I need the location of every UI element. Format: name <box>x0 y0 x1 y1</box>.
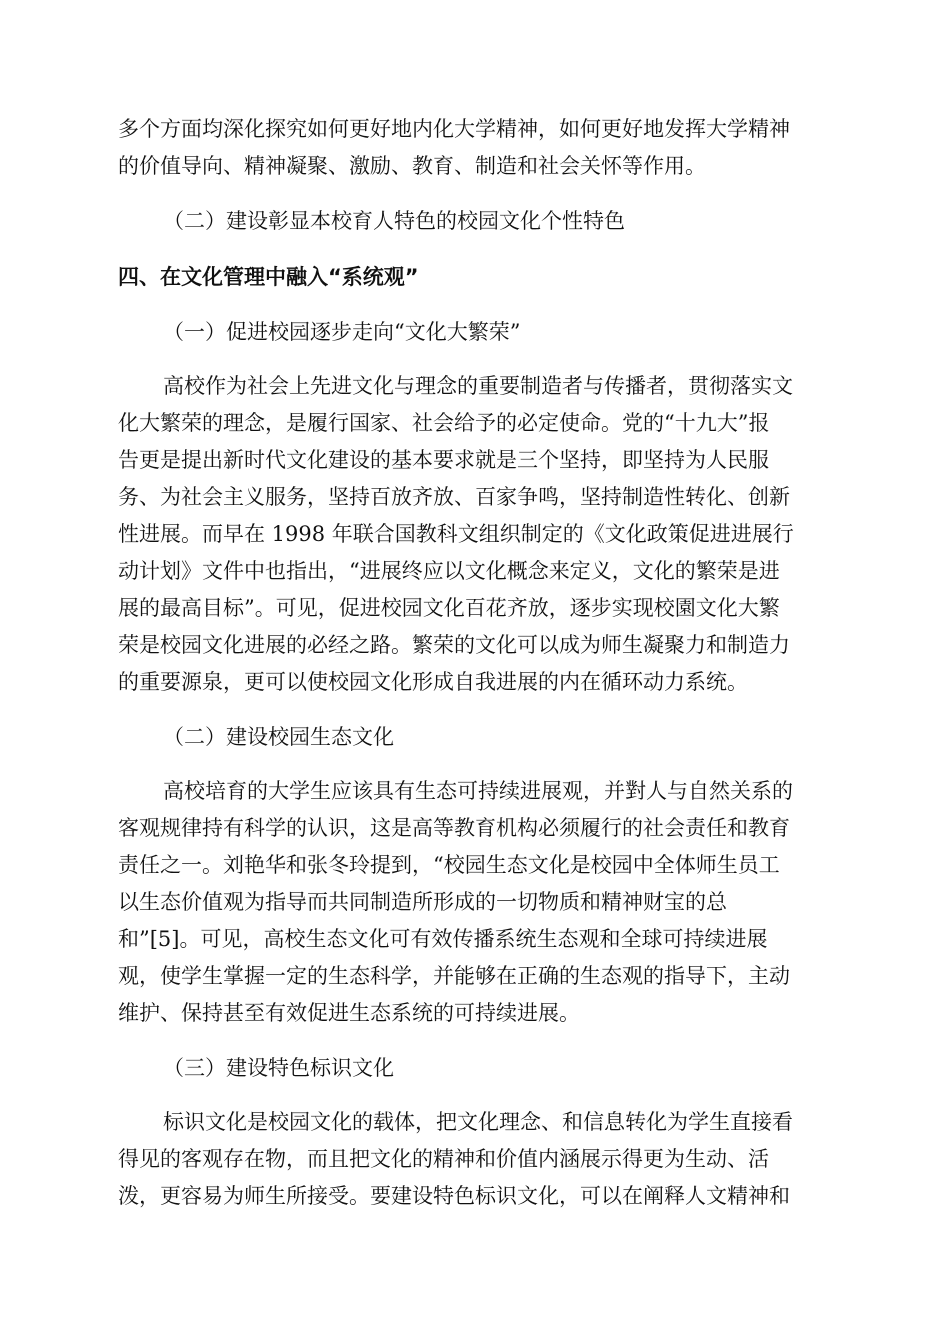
body-line: 的重要源泉，更可以使校园文化形成自我进展的内在循环动力系统。 <box>118 670 748 694</box>
body-line: 高校作为社会上先进文化与理念的重要制造者与传播者，贯彻落实文 <box>163 374 793 398</box>
section-heading: 四、在文化管理中融入“系统观” <box>118 265 419 289</box>
body-line: 和”[5]。可见，高校生态文化可有效传播系统生态观和全球可持续进展 <box>118 927 768 951</box>
body-line: 化大繁荣的理念，是履行国家、社会给予的必定使命。党的“十九大”报 <box>118 411 770 435</box>
body-line: 观，使学生掌握一定的生态科学，并能够在正确的生态观的指导下，主动 <box>118 964 790 988</box>
body-line: 告更是提出新时代文化建设的基本要求就是三个坚持，即坚持为人民服 <box>118 448 769 472</box>
body-line: 客观规律持有科学的认识，这是高等教育机构必须履行的社会责任和教育 <box>118 816 790 840</box>
body-line: 以生态价值观为指导而共同制造所形成的一切物质和精神财宝的总 <box>118 890 727 914</box>
body-line: 展的最高目标”。可见，促进校园文化百花齐放，逐步实现校園文化大繁 <box>118 596 780 620</box>
body-line: 标识文化是校园文化的载体，把文化理念、和信息转化为学生直接看 <box>163 1110 793 1134</box>
body-line: 泼，更容易为师生所接受。要建设特色标识文化，可以在阐释人文精神和 <box>118 1184 790 1208</box>
body-line: 高校培育的大学生应该具有生态可持续进展观，并對人与自然关系的 <box>163 779 793 803</box>
body-line: 务、为社会主义服务，坚持百放齐放、百家争鸣，坚持制造性转化、创新 <box>118 485 790 509</box>
body-line: 多个方面均深化探究如何更好地内化大学精神，如何更好地发挥大学精神 <box>118 117 790 141</box>
section-subheading: （二）建设彰显本校育人特色的校园文化个性特色 <box>163 209 625 233</box>
body-line: 荣是校园文化进展的必经之路。繁荣的文化可以成为师生凝聚力和制造力 <box>118 633 790 657</box>
body-line: 性进展。而早在 1998 年联合国教科文组织制定的《文化政策促进进展行 <box>118 522 794 546</box>
section-subheading: （一）促进校园逐步走向“文化大繁荣” <box>163 320 521 344</box>
body-line: 动计划》文件中也指出，“进展终应以文化概念来定义，文化的繁荣是进 <box>118 559 780 583</box>
section-subheading: （三）建设特色标识文化 <box>163 1056 394 1080</box>
section-subheading: （二）建设校园生态文化 <box>163 725 394 749</box>
body-line: 得见的客观存在物，而且把文化的精神和价值内涵展示得更为生动、活 <box>118 1147 769 1171</box>
body-line: 责任之一。刘艳华和张冬玲提到，“校园生态文化是校园中全体师生员工 <box>118 853 780 877</box>
body-line: 的价值导向、精神凝聚、激励、教育、制造和社会关怀等作用。 <box>118 154 706 178</box>
body-line: 维护、保持甚至有效促进生态系统的可持续进展。 <box>118 1001 580 1025</box>
